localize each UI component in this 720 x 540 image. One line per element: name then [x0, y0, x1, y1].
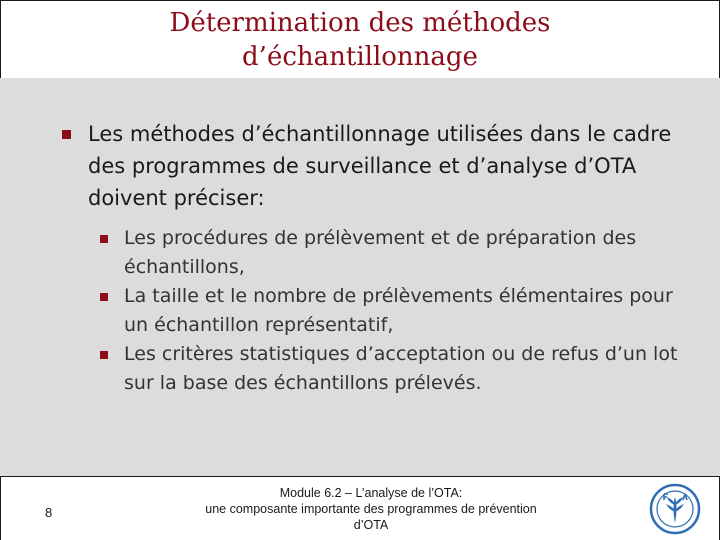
sub-bullet-list	[100, 224, 700, 398]
slide-content	[0, 78, 720, 476]
slide-title-line-2: d’échantillonnage	[242, 42, 478, 72]
sub-bullet-text: La taille et le nombre de prélèvements élémentaires pour un échantillon représentatif,	[124, 285, 673, 336]
slide-title-line-1: Détermination des méthodes	[169, 8, 551, 38]
sub-bullet-item	[100, 340, 700, 398]
main-bullet	[62, 118, 702, 214]
sub-bullet-text: Les critères statistiques d’acceptation ou de refus d’un lot sur la base des échantillons prélevés.	[124, 343, 678, 394]
bullet-square-icon	[62, 130, 71, 139]
fao-logo-icon	[649, 483, 701, 535]
main-bullet-text: Les méthodes d’échantillonnage utilisées dans le cadre des programmes de surveillance et d’analyse d’OTA doivent préciser:	[88, 122, 672, 210]
footer-caption	[181, 485, 561, 533]
footer-line-2: une composante importante des programmes de prévention	[205, 502, 537, 516]
sub-bullet-item	[100, 224, 700, 282]
sub-bullet-item	[100, 282, 700, 340]
page-number: 8	[45, 505, 53, 520]
footer-line-3: d’OTA	[353, 518, 389, 532]
slide-footer	[0, 476, 720, 540]
slide-title	[0, 0, 720, 80]
bullet-square-icon	[100, 351, 108, 359]
sub-bullet-text: Les procédures de prélèvement et de préparation des échantillons,	[124, 227, 637, 278]
footer-line-1: Module 6.2 – L’analyse de l’OTA:	[279, 486, 463, 500]
bullet-square-icon	[100, 293, 108, 301]
bullet-square-icon	[100, 235, 108, 243]
